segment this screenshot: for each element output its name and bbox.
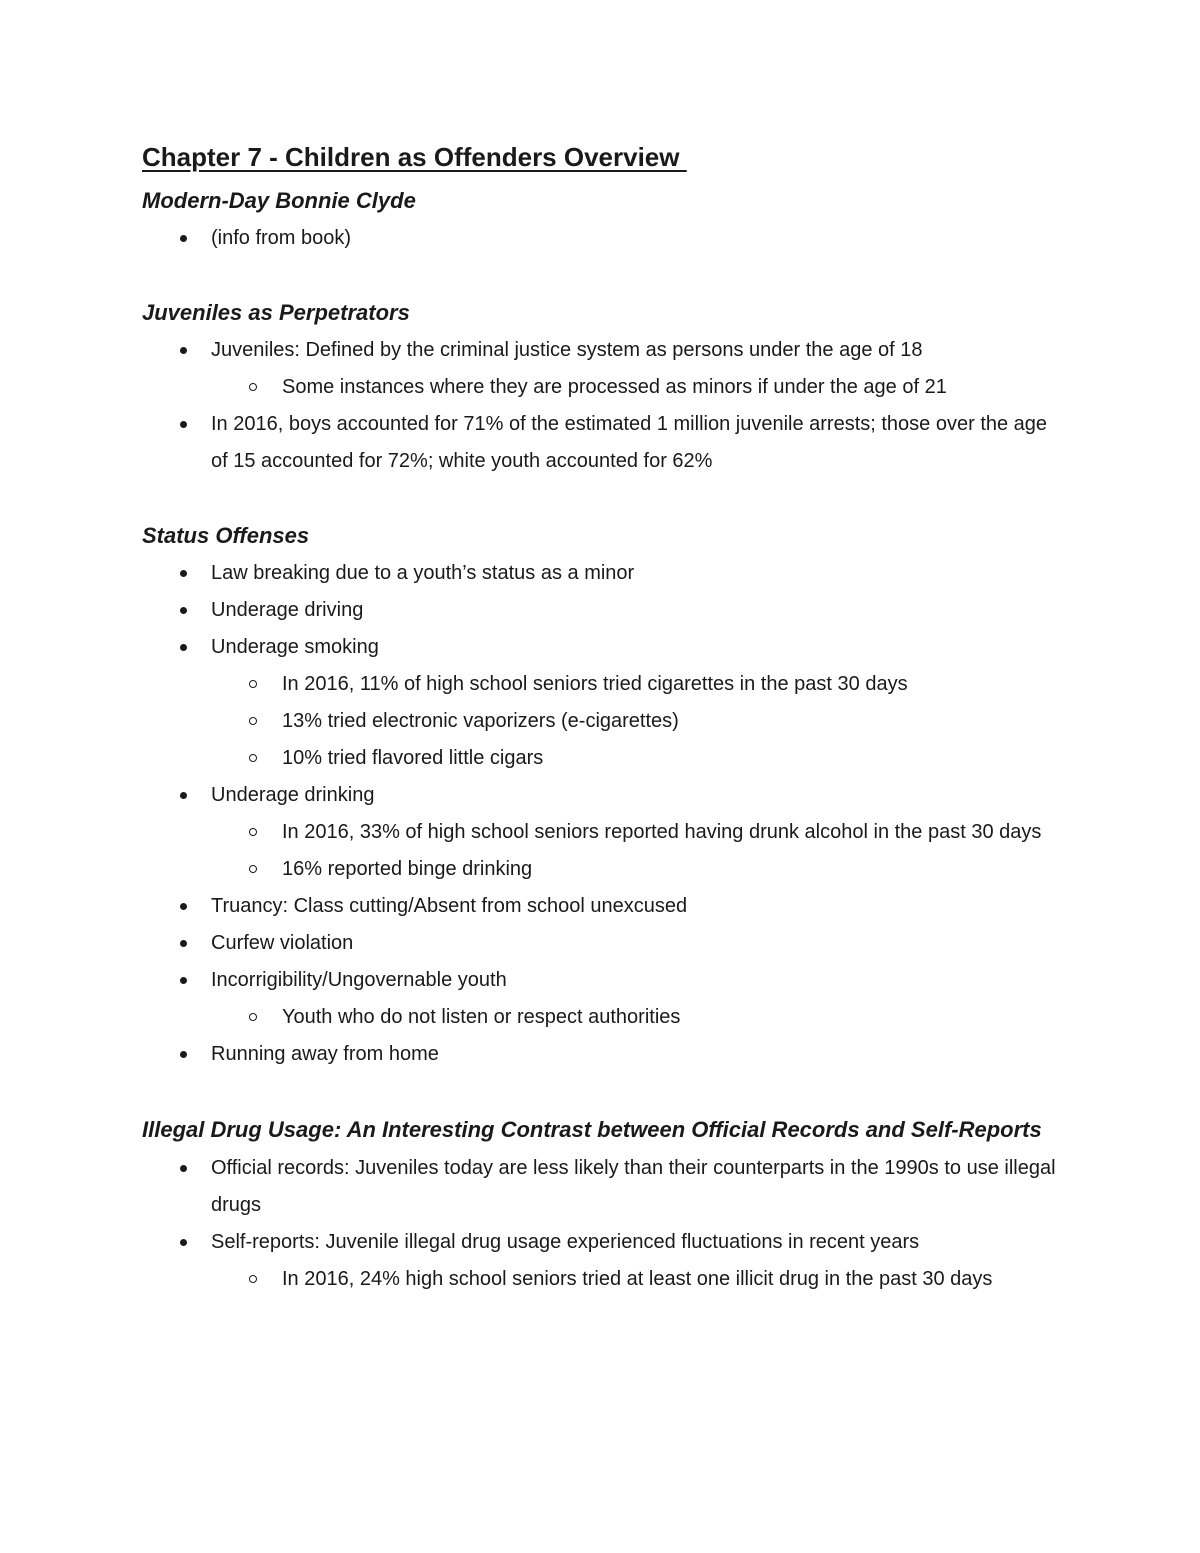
list-item-text: Self-reports: Juvenile illegal drug usage experienced fluctuations in recent years: [211, 1231, 920, 1253]
list-item: [142, 1224, 1062, 1261]
bullet-circle-icon: [249, 828, 257, 836]
bullet-dot-icon: [180, 977, 187, 984]
list-item-text: Juveniles: Defined by the criminal justice system as persons under the age of 18: [211, 339, 923, 361]
section: [142, 182, 1062, 257]
list-item: [142, 592, 1062, 629]
bullet-dot-icon: [180, 1051, 187, 1058]
list-item-text: (info from book): [211, 227, 352, 249]
bullet-dot-icon: [180, 1165, 187, 1172]
sub-list-item: [142, 851, 1062, 888]
list-item-text: Underage smoking: [211, 636, 379, 658]
list-item-text: In 2016, boys accounted for 71% of the estimated 1 million juvenile arrests; those over the age of 15 accounted for 72%; white youth accounted for 62%: [211, 413, 1048, 472]
sub-list-item: [142, 814, 1062, 851]
bullet-circle-icon: [249, 865, 257, 873]
list-item: [142, 629, 1062, 666]
bullet-dot-icon: [180, 903, 187, 910]
list-item: [142, 406, 1062, 480]
bullet-list: [142, 555, 1062, 1073]
list-item-text: Incorrigibility/Ungovernable youth: [211, 969, 507, 991]
sub-list-item: [142, 666, 1062, 703]
list-item-text: Underage driving: [211, 599, 364, 621]
bullet-list: [142, 332, 1062, 480]
sections-container: [142, 182, 1062, 1298]
bullet-circle-icon: [249, 383, 257, 391]
list-item-text: Running away from home: [211, 1043, 439, 1065]
list-item-text: Official records: Juveniles today are less likely than their counterparts in the 1990s to use illegal drugs: [211, 1157, 1056, 1216]
sub-list-item: [142, 369, 1062, 406]
bullet-dot-icon: [180, 570, 187, 577]
list-item: [142, 962, 1062, 999]
section: [142, 517, 1062, 1073]
list-item: [142, 332, 1062, 369]
bullet-circle-icon: [249, 1275, 257, 1283]
list-item: [142, 888, 1062, 925]
page-title: Chapter 7 - Children as Offenders Overview: [142, 142, 687, 172]
section-heading: Illegal Drug Usage: An Interesting Contrast between Official Records and Self-Reports: [142, 1117, 1042, 1142]
bullet-list: [142, 220, 1062, 257]
document-page: [142, 138, 1062, 1335]
section-heading: Status Offenses: [142, 523, 310, 548]
bullet-dot-icon: [180, 235, 187, 242]
list-item: [142, 777, 1062, 814]
sub-list-item-text: In 2016, 24% high school seniors tried at least one illicit drug in the past 30 days: [282, 1268, 993, 1290]
list-item-text: Truancy: Class cutting/Absent from school unexcused: [211, 895, 688, 917]
sub-list-item-text: 13% tried electronic vaporizers (e-cigarettes): [282, 710, 679, 732]
sub-list-item-text: In 2016, 11% of high school seniors tried cigarettes in the past 30 days: [282, 673, 908, 695]
bullet-dot-icon: [180, 644, 187, 651]
list-item-text: Law breaking due to a youth’s status as a minor: [211, 562, 635, 584]
section-heading: Juveniles as Perpetrators: [142, 300, 410, 325]
list-item: [142, 925, 1062, 962]
list-item: [142, 220, 1062, 257]
bullet-dot-icon: [180, 347, 187, 354]
list-item: [142, 1036, 1062, 1073]
sub-list-item: [142, 703, 1062, 740]
bullet-list: [142, 1150, 1062, 1298]
bullet-circle-icon: [249, 680, 257, 688]
bullet-circle-icon: [249, 754, 257, 762]
section: [142, 1110, 1062, 1298]
sub-list-item-text: Youth who do not listen or respect authorities: [282, 1006, 681, 1028]
sub-list-item-text: 16% reported binge drinking: [282, 858, 533, 880]
list-item: [142, 555, 1062, 592]
sub-list-item: [142, 999, 1062, 1036]
sub-list-item-text: Some instances where they are processed as minors if under the age of 21: [282, 376, 947, 398]
section-heading: Modern-Day Bonnie Clyde: [142, 188, 416, 213]
list-item-text: Underage drinking: [211, 784, 375, 806]
bullet-dot-icon: [180, 1239, 187, 1246]
bullet-dot-icon: [180, 421, 187, 428]
sub-list-item: [142, 1261, 1062, 1298]
bullet-dot-icon: [180, 607, 187, 614]
bullet-circle-icon: [249, 717, 257, 725]
bullet-circle-icon: [249, 1013, 257, 1021]
list-item: [142, 1150, 1062, 1224]
section: [142, 294, 1062, 480]
bullet-dot-icon: [180, 940, 187, 947]
list-item-text: Curfew violation: [211, 932, 354, 954]
sub-list-item-text: In 2016, 33% of high school seniors reported having drunk alcohol in the past 30 days: [282, 821, 1042, 843]
bullet-dot-icon: [180, 792, 187, 799]
sub-list-item-text: 10% tried flavored little cigars: [282, 747, 544, 769]
sub-list-item: [142, 740, 1062, 777]
